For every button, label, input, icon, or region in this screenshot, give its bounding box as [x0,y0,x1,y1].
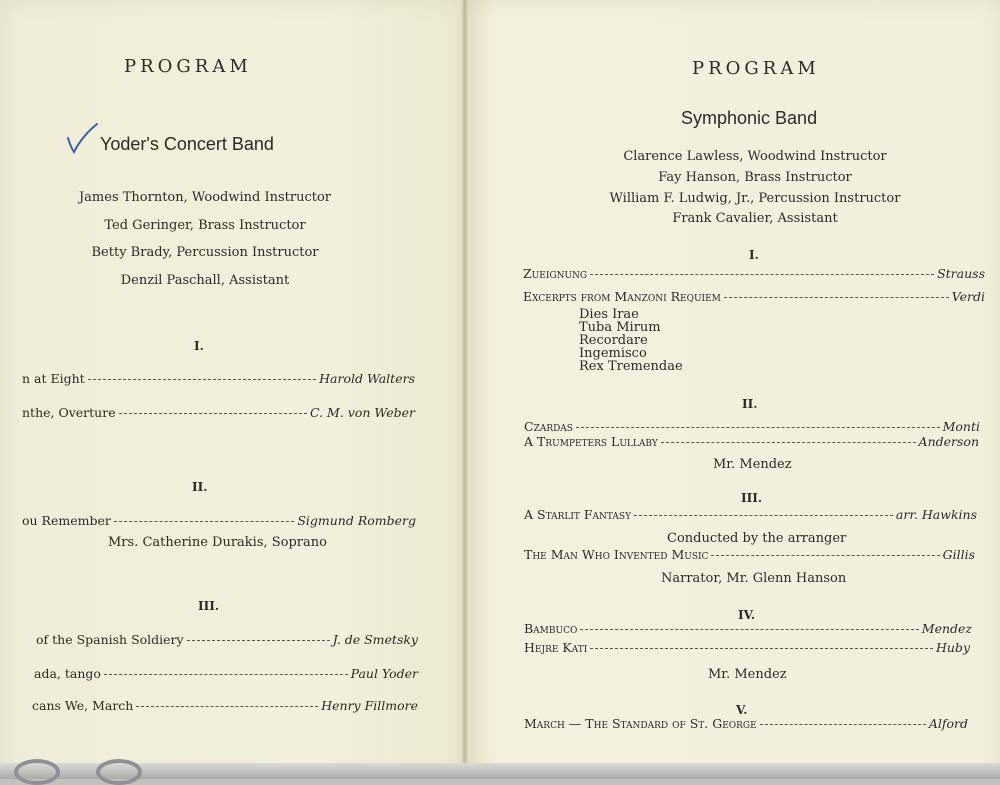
left-staff-4: Denzil Paschall, Assistant [120,273,290,288]
program-item [22,513,416,528]
leader-dots [634,515,893,516]
composer: Henry Fillmore [321,698,418,713]
composer: J. de Smetsky [332,632,418,647]
right-section-numeral: IV. [738,608,756,622]
movement-item: Recordare [579,333,648,348]
binder-ring-icon [96,759,142,785]
leader-dots [590,648,933,649]
piece-title: A Trumpeters Lullaby [524,434,658,449]
composer: Anderson [918,434,979,449]
piece-title: nthe, Overture [22,405,116,420]
right-section-numeral: II. [742,397,758,411]
movement-item: Tuba Mirum [579,320,661,335]
piece-title: Excerpts from Manzoni Requiem [523,289,721,304]
binder-edge [0,763,1000,779]
composer: Alford [928,716,968,731]
left-staff-2: Ted Geringer, Brass Instructor [104,218,306,233]
composer: Gillis [942,547,975,562]
piece-title: cans We, March [32,698,134,713]
right-section-numeral: III. [741,491,763,505]
piece-title: A Starlit Fantasy [524,507,632,522]
piece-title: of the Spanish Soldiery [36,632,184,647]
leader-dots [724,297,949,298]
left-program-heading: PROGRAM [124,56,252,77]
composer: Sigmund Romberg [297,513,416,528]
leader-dots [136,706,318,707]
program-item [22,405,415,420]
program-item [524,716,968,731]
leader-dots [576,427,940,428]
movement-item: Ingemisco [579,346,647,361]
left-section-numeral: III. [198,599,220,613]
right-band-title: Symphonic Band [681,108,818,128]
piece-title: The Man Who Invented Music [524,547,709,562]
piece-title: Czardas [524,419,573,434]
program-item [524,419,980,434]
performer-note: Narrator, Mr. Glenn Hanson [661,571,847,586]
composer: Mendez [921,621,972,636]
leader-dots [711,555,939,556]
left-band-title: Yoder's Concert Band [100,134,274,154]
program-item [524,434,979,449]
composer: Verdi [951,289,985,304]
piece-title: Bambuco [524,621,578,636]
piece-title: March — The Standard of St. George [524,716,757,731]
performer-note: Mr. Mendez [713,457,792,472]
right-program-heading: PROGRAM [692,58,820,79]
piece-title: Hejre Kati [524,640,588,655]
composer: Huby [935,640,970,655]
piece-title: ou Remember [22,513,111,528]
page-spine [462,0,468,779]
leader-dots [661,442,916,443]
right-staff-4: Frank Cavalier, Assistant [672,211,838,226]
movement-item: Rex Tremendae [579,359,683,374]
composer: Harold Walters [319,371,415,386]
composer: Paul Yoder [350,666,418,681]
performer-note: Mr. Mendez [708,667,787,682]
composer: Strauss [937,266,985,281]
left-staff-1: James Thornton, Woodwind Instructor [78,190,332,205]
left-section-numeral: II. [192,480,208,494]
program-item [34,666,418,681]
leader-dots [88,379,316,380]
left-section-numeral: I. [194,339,204,353]
leader-dots [580,629,918,630]
performer-note: Mrs. Catherine Durakis, Soprano [108,535,327,550]
right-staff-3: William F. Ludwig, Jr., Percussion Instructor [609,191,901,206]
piece-title: ada, tango [34,666,101,681]
composer: arr. Hawkins [895,507,977,522]
program-item [524,621,972,636]
movement-item: Dies Irae [579,307,639,322]
piece-title: n at Eight [22,371,85,386]
left-staff-3: Betty Brady, Percussion Instructor [91,245,319,260]
program-item [22,371,415,386]
performer-note: Conducted by the arranger [667,531,847,546]
program-item [36,632,418,647]
checkmark-icon [64,122,100,158]
leader-dots [119,413,307,414]
binder-ring-icon [14,759,60,785]
right-staff-1: Clarence Lawless, Woodwind Instructor [623,149,887,164]
program-item [524,640,970,655]
left-page [0,0,466,779]
leader-dots [104,674,348,675]
right-section-numeral: V. [736,703,748,717]
piece-title: Zueignung [523,266,588,281]
composer: Monti [942,419,980,434]
leader-dots [760,724,926,725]
program-item [523,266,985,281]
program-item [524,507,977,522]
program-item [524,547,975,562]
leader-dots [114,521,294,522]
program-item [523,289,985,304]
leader-dots [590,274,934,275]
program-item [32,698,418,713]
leader-dots [187,640,330,641]
right-section-numeral: I. [749,248,759,262]
composer: C. M. von Weber [309,405,415,420]
right-staff-2: Fay Hanson, Brass Instructor [658,170,852,185]
